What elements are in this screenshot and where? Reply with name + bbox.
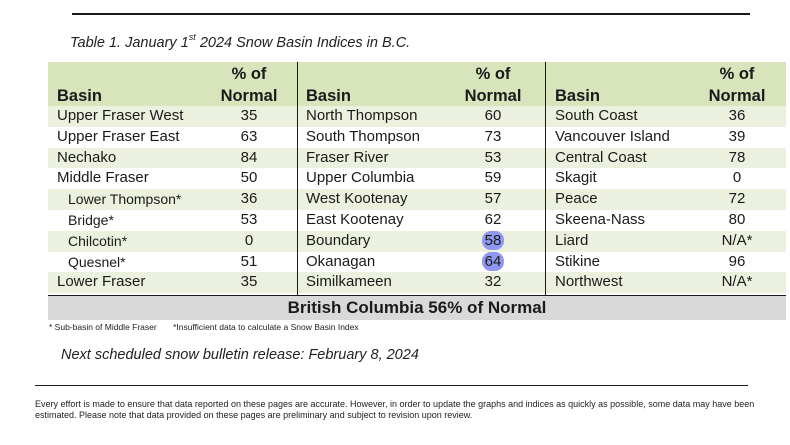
percent-of-normal: 0 bbox=[732, 169, 742, 187]
percent-of-normal: 50 bbox=[240, 169, 258, 187]
footnote-sub-basin: * Sub-basin of Middle Fraser bbox=[49, 322, 157, 332]
percent-of-normal: 53 bbox=[240, 210, 258, 228]
basin-name: Peace bbox=[555, 190, 598, 208]
highlighted-value: 58 bbox=[482, 231, 505, 250]
basin-name: Vancouver Island bbox=[555, 127, 670, 145]
basin-name: Central Coast bbox=[555, 148, 647, 166]
province-summary: British Columbia 56% of Normal bbox=[48, 295, 786, 320]
basin-name: Fraser River bbox=[306, 148, 389, 166]
percent-of-normal: 62 bbox=[484, 210, 502, 228]
percent-of-normal: 96 bbox=[728, 252, 746, 270]
header-pct-line2-2: Normal bbox=[708, 87, 766, 105]
top-rule bbox=[72, 13, 750, 15]
percent-of-normal: 80 bbox=[728, 210, 746, 228]
basin-name: Boundary bbox=[306, 231, 371, 249]
percent-of-normal: 60 bbox=[484, 107, 502, 124]
table-caption: Table 1. January 1st 2024 Snow Basin Indices in B.C. bbox=[70, 32, 411, 51]
header-basin-1: Basin bbox=[306, 87, 351, 105]
basin-name: Northwest bbox=[555, 273, 623, 291]
basin-name: Chilcotin* bbox=[68, 232, 128, 249]
column-divider bbox=[297, 62, 298, 296]
header-basin-0: Basin bbox=[57, 87, 102, 105]
table-row bbox=[48, 210, 786, 231]
basin-name: Quesnel* bbox=[68, 253, 126, 270]
basin-name: Upper Columbia bbox=[306, 169, 415, 187]
header-pct-line2-0: Normal bbox=[220, 87, 278, 105]
percent-of-normal: 35 bbox=[240, 273, 258, 291]
basin-name: Nechako bbox=[57, 148, 117, 166]
basin-name: Lower Thompson* bbox=[68, 191, 182, 208]
basin-name: South Coast bbox=[555, 107, 638, 124]
basin-name: East Kootenay bbox=[306, 210, 404, 228]
basin-name: Okanagan bbox=[306, 252, 376, 270]
table-row bbox=[48, 272, 786, 293]
highlighted-value: 64 bbox=[482, 252, 505, 271]
percent-of-normal: 51 bbox=[240, 252, 258, 270]
percent-of-normal: 53 bbox=[484, 148, 502, 166]
basin-name: Skeena-Nass bbox=[555, 210, 646, 228]
percent-of-normal: N/A* bbox=[721, 273, 753, 291]
table-body bbox=[48, 106, 786, 293]
disclaimer-text: Every effort is made to ensure that data reported on these pages are accurate. However, in order to update the graphs and indices as quickly as possible, some data may have been estimated. Please note that data provided on these pages are preliminary and subject to revision upon review. bbox=[35, 399, 755, 420]
basin-name: North Thompson bbox=[306, 107, 418, 124]
percent-of-normal: N/A* bbox=[721, 231, 753, 249]
basin-name: Upper Fraser West bbox=[57, 107, 184, 124]
percent-of-normal: 59 bbox=[484, 169, 502, 187]
table-row bbox=[48, 252, 786, 273]
footnotes bbox=[49, 322, 373, 332]
basin-name: South Thompson bbox=[306, 127, 420, 145]
footnote-insufficient-data: *Insufficient data to calculate a Snow Basin Index bbox=[173, 322, 359, 332]
header-pct-line1-0: % of bbox=[231, 65, 267, 83]
percent-of-normal: 32 bbox=[484, 273, 502, 291]
table-row bbox=[48, 127, 786, 148]
percent-of-normal: 36 bbox=[728, 107, 746, 124]
snow-basin-table bbox=[48, 62, 786, 293]
next-release-note: Next scheduled snow bulletin release: February 8, 2024 bbox=[61, 347, 419, 363]
table-header bbox=[48, 62, 786, 106]
basin-name: Skagit bbox=[555, 169, 597, 187]
header-basin-2: Basin bbox=[555, 87, 600, 105]
basin-name: West Kootenay bbox=[306, 190, 408, 208]
percent-of-normal: 39 bbox=[728, 127, 746, 145]
percent-of-normal: 73 bbox=[484, 127, 502, 145]
basin-name: Upper Fraser East bbox=[57, 127, 180, 145]
basin-name: Bridge* bbox=[68, 211, 114, 228]
basin-name: Stikine bbox=[555, 252, 601, 270]
percent-of-normal: 63 bbox=[240, 127, 258, 145]
header-pct-line1-2: % of bbox=[719, 65, 755, 83]
basin-name: Middle Fraser bbox=[57, 169, 149, 187]
percent-of-normal: 35 bbox=[240, 107, 258, 124]
percent-of-normal: 72 bbox=[728, 190, 746, 208]
percent-of-normal: 0 bbox=[244, 231, 254, 249]
percent-of-normal bbox=[462, 252, 524, 273]
percent-of-normal bbox=[462, 231, 524, 252]
percent-of-normal: 84 bbox=[240, 148, 258, 166]
percent-of-normal: 78 bbox=[728, 148, 746, 166]
table-row bbox=[48, 189, 786, 210]
table-row bbox=[48, 168, 786, 189]
column-divider bbox=[545, 62, 546, 296]
table-row bbox=[48, 148, 786, 169]
table-row bbox=[48, 231, 786, 252]
percent-of-normal: 57 bbox=[484, 190, 502, 208]
basin-name: Similkameen bbox=[306, 273, 392, 291]
table-row bbox=[48, 106, 786, 127]
bottom-rule bbox=[35, 385, 748, 386]
percent-of-normal: 36 bbox=[240, 190, 258, 208]
header-pct-line2-1: Normal bbox=[464, 87, 522, 105]
basin-name: Liard bbox=[555, 231, 589, 249]
header-pct-line1-1: % of bbox=[475, 65, 511, 83]
basin-name: Lower Fraser bbox=[57, 273, 146, 291]
